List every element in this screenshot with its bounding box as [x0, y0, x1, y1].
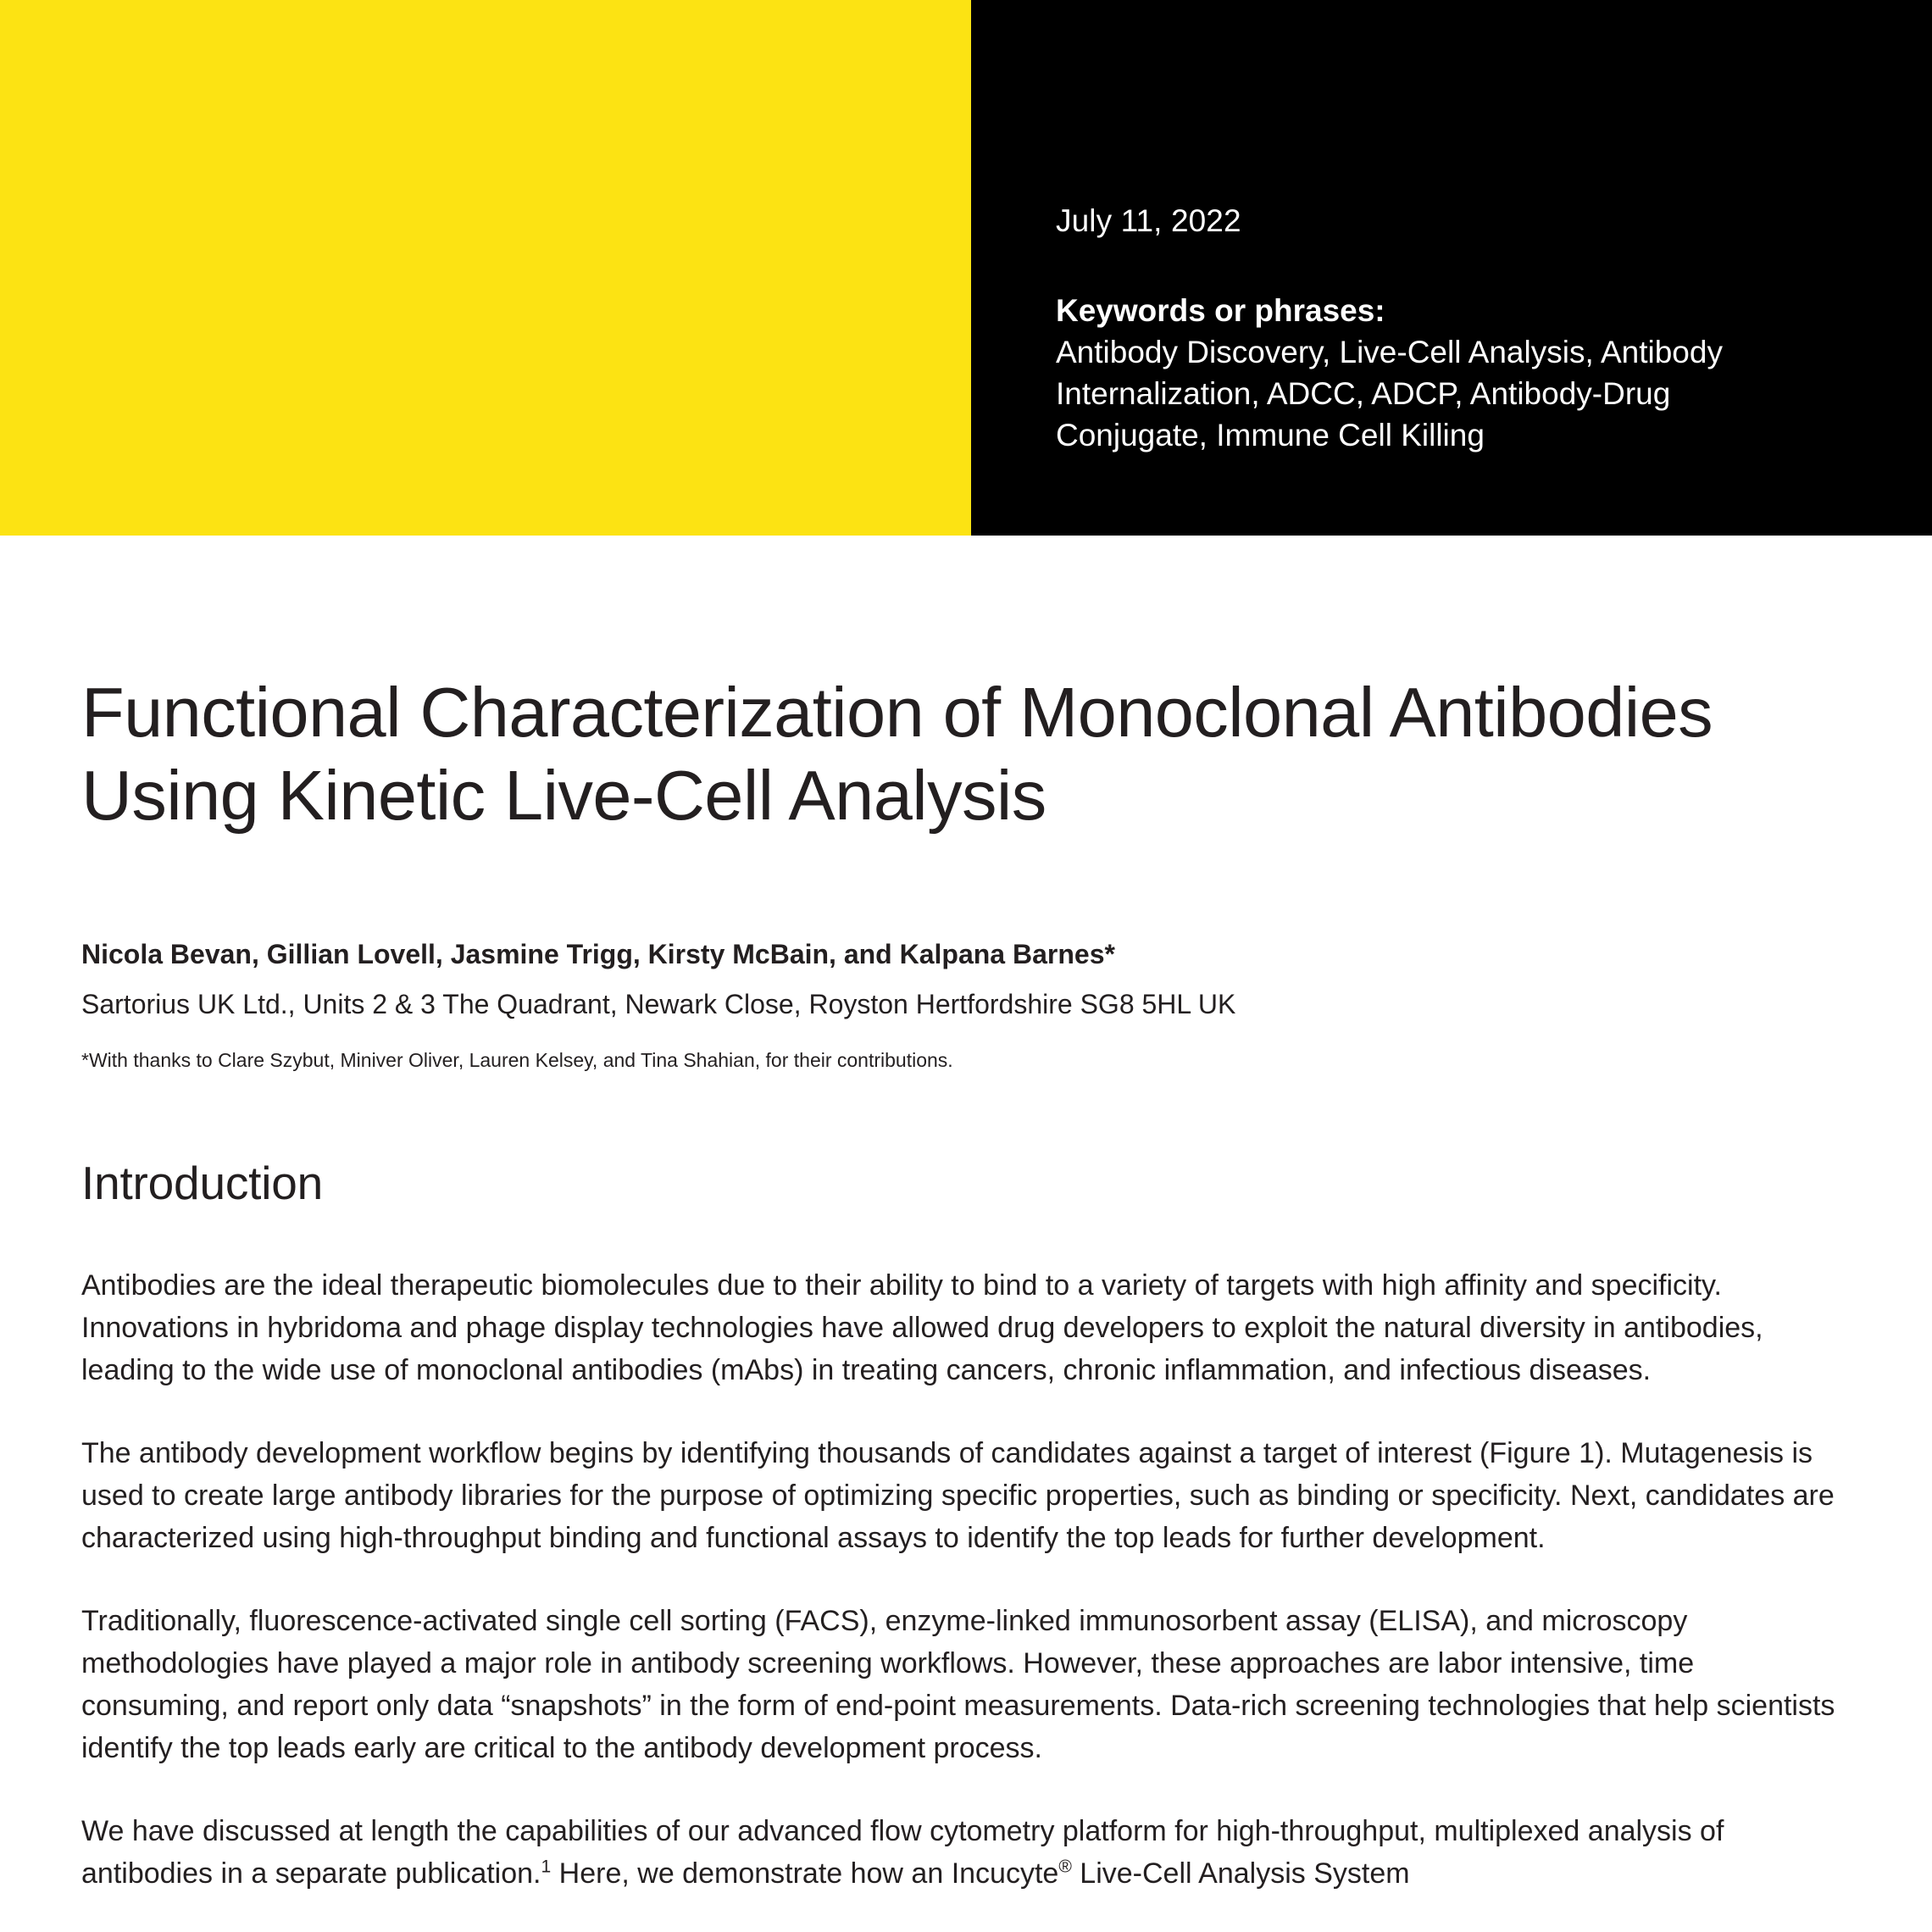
intro-paragraph-1: Antibodies are the ideal therapeutic biomolecules due to their ability to bind to a variety of targets with high affinity and specificity. Innovations in hybridoma and phage display technologies have allowed drug developers to exploit the natural diversity in antibodies, leading to the wide use of monoclonal antibodies (mAbs) in treating cancers, chronic inflammation, and infectious diseases. — [81, 1269, 1763, 1386]
intro-paragraph-4 — [81, 1811, 1844, 1896]
document-body — [0, 536, 1932, 1896]
publication-date: July 11, 2022 — [1056, 203, 1241, 238]
header-banner — [0, 0, 1932, 536]
intro-paragraph-2: The antibody development workflow begins by identifying thousands of candidates against a target of interest (Figure 1). Mutagenesis is used to create large antibody libraries for the purpose of optimizing specific properties, such as binding or specificity. Next, candidates are characterized using high-throughput binding and functional assays to identify the top leads for further development. — [81, 1436, 1835, 1554]
intro-paragraph-4-part3: Live-Cell Analysis System — [1071, 1857, 1410, 1890]
citation-marker: 1 — [541, 1857, 552, 1877]
intro-paragraph-3: Traditionally, fluorescence-activated single cell sorting (FACS), enzyme-linked immunosorbent assay (ELISA), and microscopy methodologies have played a major role in antibody screening workflows. However, these approaches are labor intensive, time consuming, and report only data “snapshots” in the form of end-point measurements. Data-rich screening technologies that help scientists identify the top leads early are critical to the antibody development process. — [81, 1604, 1835, 1764]
registered-trademark-symbol: ® — [1058, 1857, 1072, 1877]
author-list: Nicola Bevan, Gillian Lovell, Jasmine Trigg, Kirsty McBain, and Kalpana Barnes* — [81, 938, 1115, 969]
section-heading-introduction: Introduction — [81, 1156, 324, 1209]
banner-black-block — [971, 0, 1932, 536]
banner-text-group — [1056, 0, 1852, 456]
banner-yellow-block — [0, 0, 971, 536]
intro-paragraph-4-part2: Here, we demonstrate how an Incucyte — [551, 1857, 1059, 1890]
keywords-label: Keywords or phrases: — [1056, 293, 1385, 329]
intro-paragraph-4-part1: We have discussed at length the capabilities of our advanced flow cytometry platform for high-throughput, multiplexed analysis of antibodies in a separate publication. — [81, 1814, 1724, 1890]
page-title: Functional Characterization of Monoclonal Antibodies Using Kinetic Live-Cell Analysis — [81, 673, 1713, 835]
keywords-value: Antibody Discovery, Live-Cell Analysis, Antibody Internalization, ADCC, ADCP, Antibody-Drug Conjugate, Immune Cell Killing — [1056, 334, 1723, 452]
acknowledgement-footnote: *With thanks to Clare Szybut, Miniver Oliver, Lauren Kelsey, and Tina Shahian, for their contributions. — [81, 1049, 953, 1072]
affiliation-line: Sartorius UK Ltd., Units 2 & 3 The Quadrant, Newark Close, Royston Hertfordshire SG8 5HL UK — [81, 989, 1236, 1020]
